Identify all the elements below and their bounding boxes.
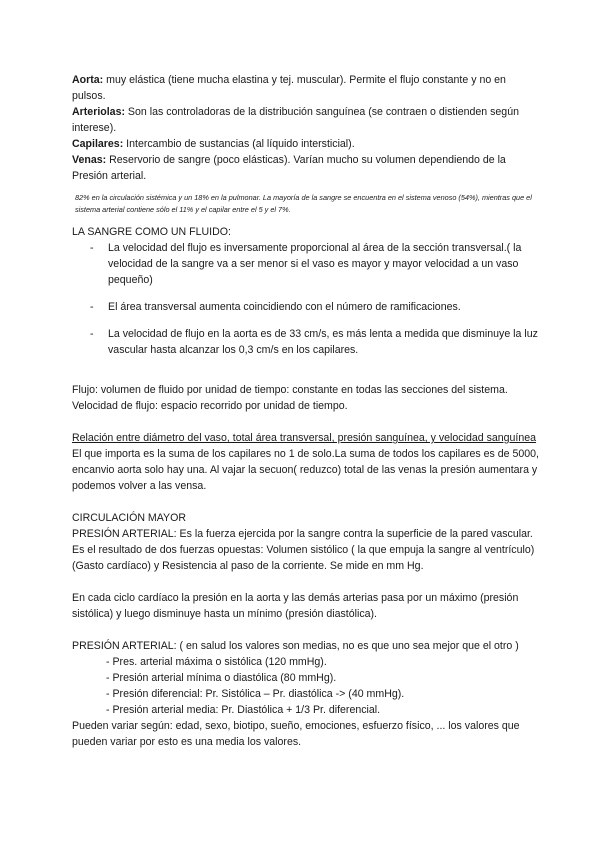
definition-text: Reservorio de sangre (poco elásticas). Varían mucho su volumen dependiendo de la Presión arterial.	[72, 154, 506, 182]
ciclo-cardiaco-paragraph: En cada ciclo cardíaco la presión en la aorta y las demás arterias pasa por un máximo (presión sistólica) y luego disminuye hasta un mínimo (presión diastólica).	[72, 592, 519, 620]
definition-arteriolas	[72, 104, 540, 136]
term: Arteriolas:	[72, 106, 125, 118]
list-item: - Presión diferencial: Pr. Sistólica – Pr. diastólica -> (40 mmHg).	[106, 688, 405, 700]
definition-text: Intercambio de sustancias (al líquido intersticial).	[123, 138, 355, 150]
definition-text: Son las controladoras de la distribución sanguínea (se contraen o distienden según interese).	[72, 106, 519, 134]
pressure-values-list	[72, 654, 540, 718]
definition-venas	[72, 152, 540, 184]
document-page	[72, 72, 540, 750]
variation-paragraph: Pueden variar según: edad, sexo, biotipo, sueño, emociones, esfuerzo físico, ... los valores que pueden variar por esto es una media los valores.	[72, 720, 520, 748]
presion-arterial-values-heading: PRESIÓN ARTERIAL: ( en salud los valores son medias, no es que uno sea mejor que el otro )	[72, 640, 519, 652]
velocidad-flujo-definition: Velocidad de flujo: espacio recorrido por unidad de tiempo.	[72, 400, 348, 412]
section-heading-relacion: Relación entre diámetro del vaso, total área transversal, presión sanguínea, y velocidad sanguínea	[72, 432, 537, 444]
list-item: - Presión arterial media: Pr. Diastólica + 1/3 Pr. diferencial.	[106, 704, 381, 716]
relacion-paragraph: El que importa es la suma de los capilares no 1 de solo.La suma de todos los capilares es de 5000, encanvio aorta solo hay una. Al vajar la secuon( reduzco) total de las venas la presión aumentara y podemos volver a las vensa.	[72, 448, 539, 492]
term: Venas:	[72, 154, 107, 166]
list-item: - La velocidad de flujo en la aorta es de 33 cm/s, es más lenta a medida que disminuye la luz vascular hasta alcanzar los 0,3 cm/s en los capilares.	[72, 326, 540, 358]
term: Capilares:	[72, 138, 124, 150]
blood-distribution-note: 82% en la circulación sistémica y un 18% en la pulmonar. La mayoría de la sangre se encuentra en el sistema venoso (54%), mientras que el sistema arterial contiene sólo el 11% y el capilar entre el 5 y el 7%.	[75, 193, 532, 214]
definition-capilares	[72, 136, 540, 152]
section-heading-circulacion-mayor: CIRCULACIÓN MAYOR	[72, 512, 186, 524]
list-item: - La velocidad del flujo es inversamente proporcional al área de la sección transversal.( la velocidad de la sangre va a ser menor si el vaso es mayor y mayor velocidad a un vaso pequeño)	[72, 240, 540, 288]
flujo-definition: Flujo: volumen de fluido por unidad de tiempo: constante en todas las secciones del sistema.	[72, 384, 508, 396]
term: Aorta:	[72, 74, 104, 86]
list-item: - Pres. arterial máxima o sistólica (120 mmHg).	[106, 656, 327, 668]
list-item: - Presión arterial mínima o diastólica (80 mmHg).	[106, 672, 337, 684]
section-heading-sangre-fluido: LA SANGRE COMO UN FLUIDO:	[72, 226, 231, 238]
list-item: - El área transversal aumenta coincidiendo con el número de ramificaciones.	[72, 299, 540, 315]
fluid-properties-list	[72, 240, 540, 358]
definition-aorta	[72, 72, 540, 104]
definition-text: muy elástica (tiene mucha elastina y tej. muscular). Permite el flujo constante y no en pulsos.	[72, 74, 506, 102]
presion-arterial-definition: PRESIÓN ARTERIAL: Es la fuerza ejercida por la sangre contra la superficie de la pared vascular. Es el resultado de dos fuerzas opuestas: Volumen sistólico ( la que empuja la sangre al ventrículo) (Gasto cardíaco) y Resistencia al paso de la corriente. Se mide en mm Hg.	[72, 528, 535, 572]
